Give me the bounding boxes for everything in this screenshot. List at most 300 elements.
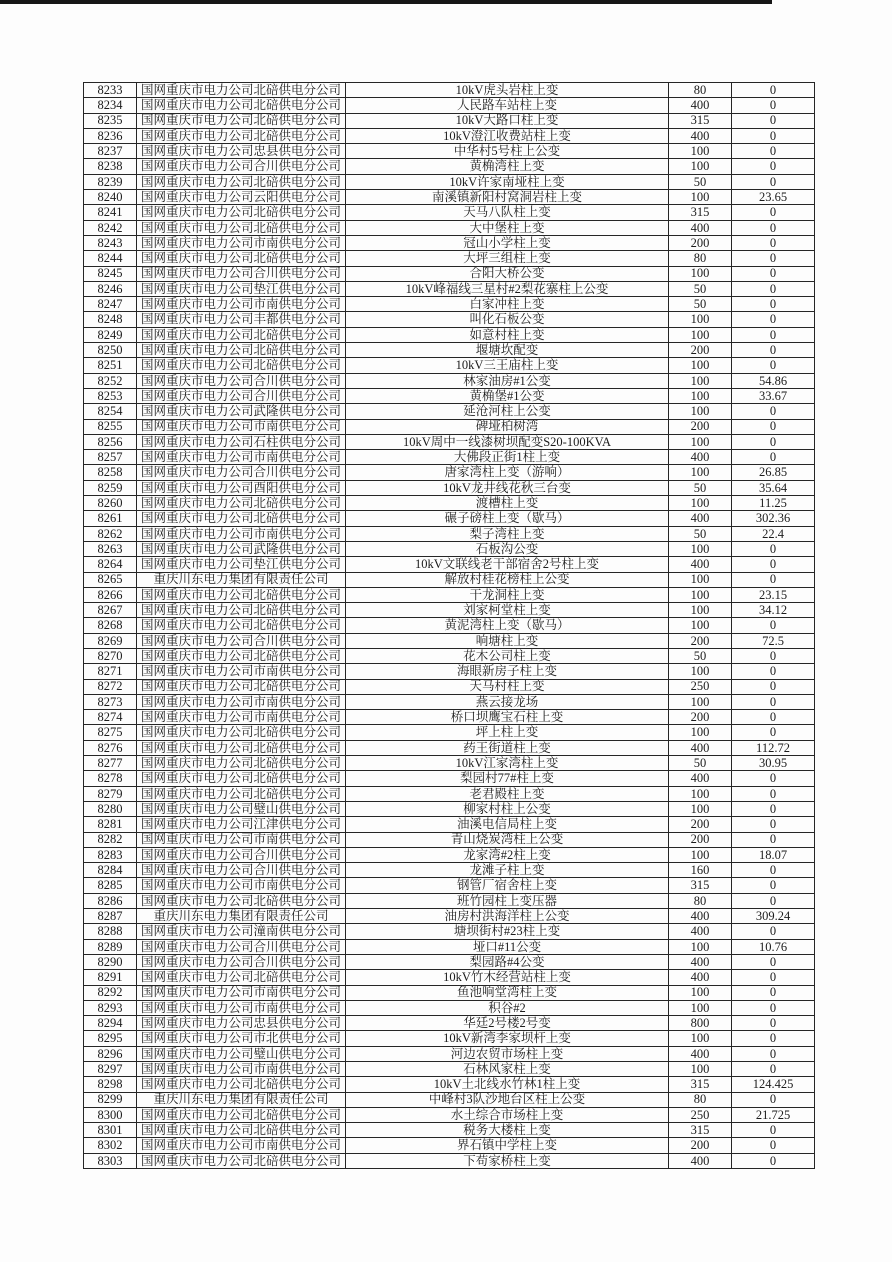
capacity-cell: 400: [669, 924, 732, 939]
value-cell: 0: [732, 1138, 815, 1153]
company-cell: 国网重庆市电力公司市南供电分公司: [137, 526, 346, 541]
row-id-cell: 8240: [84, 190, 137, 205]
table-row: [84, 1016, 815, 1031]
table-row: [84, 205, 815, 220]
value-cell: 30.95: [732, 756, 815, 771]
station-name-cell: 中华村5号柱上公变: [346, 144, 669, 159]
table-row: [84, 190, 815, 205]
row-id-cell: 8273: [84, 694, 137, 709]
table-row: [84, 404, 815, 419]
row-id-cell: 8298: [84, 1077, 137, 1092]
company-cell: 国网重庆市电力公司北碚供电分公司: [137, 205, 346, 220]
company-cell: 国网重庆市电力公司市南供电分公司: [137, 450, 346, 465]
station-name-cell: 黄桷湾柱上变: [346, 159, 669, 174]
station-name-cell: 大坪三组柱上变: [346, 251, 669, 266]
station-name-cell: 10kV许家南垭柱上变: [346, 174, 669, 189]
row-id-cell: 8243: [84, 235, 137, 250]
company-cell: 国网重庆市电力公司市南供电分公司: [137, 710, 346, 725]
row-id-cell: 8279: [84, 786, 137, 801]
top-scan-bar: [0, 0, 772, 4]
table-row: [84, 633, 815, 648]
capacity-cell: 50: [669, 648, 732, 663]
value-cell: 112.72: [732, 740, 815, 755]
station-name-cell: 龙家湾#2柱上变: [346, 847, 669, 862]
value-cell: 0: [732, 954, 815, 969]
table-row: [84, 786, 815, 801]
capacity-cell: 100: [669, 587, 732, 602]
table-row: [84, 480, 815, 495]
value-cell: 0: [732, 251, 815, 266]
value-cell: 0: [732, 434, 815, 449]
row-id-cell: 8292: [84, 985, 137, 1000]
company-cell: 国网重庆市电力公司北碚供电分公司: [137, 1153, 346, 1168]
row-id-cell: 8277: [84, 756, 137, 771]
station-name-cell: 黄泥湾柱上变（歇马）: [346, 618, 669, 633]
value-cell: 0: [732, 419, 815, 434]
value-cell: 0: [732, 404, 815, 419]
row-id-cell: 8278: [84, 771, 137, 786]
table-row: [84, 297, 815, 312]
table-row: [84, 1077, 815, 1092]
company-cell: 国网重庆市电力公司市南供电分公司: [137, 1000, 346, 1015]
capacity-cell: 100: [669, 373, 732, 388]
capacity-cell: 200: [669, 235, 732, 250]
capacity-cell: 100: [669, 465, 732, 480]
company-cell: 国网重庆市电力公司垫江供电分公司: [137, 281, 346, 296]
capacity-cell: 100: [669, 190, 732, 205]
value-cell: 0: [732, 1016, 815, 1031]
company-cell: 国网重庆市电力公司市南供电分公司: [137, 1138, 346, 1153]
station-name-cell: 响塘柱上变: [346, 633, 669, 648]
row-id-cell: 8233: [84, 83, 137, 98]
capacity-cell: 400: [669, 511, 732, 526]
value-cell: 0: [732, 1092, 815, 1107]
station-name-cell: 海眼新房子柱上变: [346, 664, 669, 679]
station-name-cell: 梨园村77#柱上变: [346, 771, 669, 786]
capacity-cell: 315: [669, 1077, 732, 1092]
capacity-cell: 100: [669, 434, 732, 449]
company-cell: 国网重庆市电力公司北碚供电分公司: [137, 970, 346, 985]
station-name-cell: 合阳大桥公变: [346, 266, 669, 281]
capacity-cell: 400: [669, 220, 732, 235]
station-name-cell: 林家油房#1公变: [346, 373, 669, 388]
company-cell: 国网重庆市电力公司北碚供电分公司: [137, 1123, 346, 1138]
table-row: [84, 373, 815, 388]
station-name-cell: 碑垭柏树湾: [346, 419, 669, 434]
capacity-cell: 400: [669, 98, 732, 113]
value-cell: 0: [732, 664, 815, 679]
station-name-cell: 水土综合市场柱上变: [346, 1107, 669, 1122]
row-id-cell: 8270: [84, 648, 137, 663]
capacity-cell: 50: [669, 174, 732, 189]
capacity-cell: 250: [669, 679, 732, 694]
table-row: [84, 572, 815, 587]
row-id-cell: 8267: [84, 603, 137, 618]
station-name-cell: 塘坝街村#23柱上变: [346, 924, 669, 939]
row-id-cell: 8280: [84, 801, 137, 816]
row-id-cell: 8237: [84, 144, 137, 159]
station-name-cell: 如意村柱上变: [346, 327, 669, 342]
capacity-cell: 400: [669, 909, 732, 924]
value-cell: 124.425: [732, 1077, 815, 1092]
station-name-cell: 石林风家柱上变: [346, 1062, 669, 1077]
value-cell: 0: [732, 648, 815, 663]
value-cell: 21.725: [732, 1107, 815, 1122]
table-row: [84, 159, 815, 174]
station-name-cell: 黄桷堡#1公变: [346, 388, 669, 403]
company-cell: 国网重庆市电力公司合川供电分公司: [137, 159, 346, 174]
station-name-cell: 河边农贸市场柱上变: [346, 1046, 669, 1061]
row-id-cell: 8293: [84, 1000, 137, 1015]
table-row: [84, 832, 815, 847]
company-cell: 国网重庆市电力公司北碚供电分公司: [137, 679, 346, 694]
row-id-cell: 8250: [84, 343, 137, 358]
value-cell: 0: [732, 725, 815, 740]
capacity-cell: 200: [669, 343, 732, 358]
value-cell: 34.12: [732, 603, 815, 618]
station-name-cell: 梨园路#4公变: [346, 954, 669, 969]
value-cell: 0: [732, 83, 815, 98]
station-name-cell: 垭口#11公变: [346, 939, 669, 954]
capacity-cell: 400: [669, 740, 732, 755]
capacity-cell: 50: [669, 281, 732, 296]
row-id-cell: 8248: [84, 312, 137, 327]
company-cell: 国网重庆市电力公司北碚供电分公司: [137, 1107, 346, 1122]
value-cell: 35.64: [732, 480, 815, 495]
capacity-cell: 100: [669, 358, 732, 373]
capacity-cell: 100: [669, 312, 732, 327]
row-id-cell: 8282: [84, 832, 137, 847]
value-cell: 0: [732, 159, 815, 174]
row-id-cell: 8251: [84, 358, 137, 373]
company-cell: 国网重庆市电力公司忠县供电分公司: [137, 1016, 346, 1031]
row-id-cell: 8275: [84, 725, 137, 740]
table-row: [84, 679, 815, 694]
company-cell: 国网重庆市电力公司合川供电分公司: [137, 465, 346, 480]
value-cell: 0: [732, 817, 815, 832]
capacity-cell: 250: [669, 1107, 732, 1122]
table-row: [84, 174, 815, 189]
capacity-cell: 100: [669, 786, 732, 801]
station-name-cell: 10kV文联线老干部宿舍2号柱上变: [346, 557, 669, 572]
table-row: [84, 939, 815, 954]
row-id-cell: 8299: [84, 1092, 137, 1107]
capacity-cell: 100: [669, 725, 732, 740]
company-cell: 国网重庆市电力公司合川供电分公司: [137, 373, 346, 388]
row-id-cell: 8284: [84, 863, 137, 878]
capacity-cell: 400: [669, 970, 732, 985]
value-cell: 0: [732, 801, 815, 816]
station-name-cell: 梨子湾柱上变: [346, 526, 669, 541]
station-name-cell: 中峰村3队沙地台区柱上公变: [346, 1092, 669, 1107]
company-cell: 国网重庆市电力公司北碚供电分公司: [137, 358, 346, 373]
power-station-table: [83, 82, 815, 1169]
value-cell: 0: [732, 541, 815, 556]
row-id-cell: 8288: [84, 924, 137, 939]
capacity-cell: 100: [669, 847, 732, 862]
company-cell: 国网重庆市电力公司市北供电分公司: [137, 1031, 346, 1046]
row-id-cell: 8300: [84, 1107, 137, 1122]
company-cell: 国网重庆市电力公司北碚供电分公司: [137, 220, 346, 235]
capacity-cell: 80: [669, 893, 732, 908]
company-cell: 国网重庆市电力公司北碚供电分公司: [137, 1077, 346, 1092]
capacity-cell: 100: [669, 1062, 732, 1077]
company-cell: 国网重庆市电力公司丰都供电分公司: [137, 312, 346, 327]
row-id-cell: 8291: [84, 970, 137, 985]
table-row: [84, 144, 815, 159]
capacity-cell: 400: [669, 557, 732, 572]
capacity-cell: 80: [669, 251, 732, 266]
company-cell: 国网重庆市电力公司北碚供电分公司: [137, 587, 346, 602]
station-name-cell: 青山烧炭湾柱上公变: [346, 832, 669, 847]
capacity-cell: 100: [669, 603, 732, 618]
company-cell: 国网重庆市电力公司北碚供电分公司: [137, 174, 346, 189]
row-id-cell: 8263: [84, 541, 137, 556]
row-id-cell: 8238: [84, 159, 137, 174]
table-row: [84, 1031, 815, 1046]
company-cell: 国网重庆市电力公司云阳供电分公司: [137, 190, 346, 205]
row-id-cell: 8247: [84, 297, 137, 312]
value-cell: 0: [732, 144, 815, 159]
value-cell: 0: [732, 572, 815, 587]
row-id-cell: 8295: [84, 1031, 137, 1046]
table-row: [84, 710, 815, 725]
value-cell: 0: [732, 710, 815, 725]
value-cell: 72.5: [732, 633, 815, 648]
table-row: [84, 740, 815, 755]
capacity-cell: 100: [669, 664, 732, 679]
capacity-cell: 80: [669, 1092, 732, 1107]
capacity-cell: 80: [669, 83, 732, 98]
company-cell: 国网重庆市电力公司市南供电分公司: [137, 235, 346, 250]
table-row: [84, 128, 815, 143]
company-cell: 国网重庆市电力公司市南供电分公司: [137, 694, 346, 709]
value-cell: 0: [732, 970, 815, 985]
company-cell: 国网重庆市电力公司北碚供电分公司: [137, 128, 346, 143]
row-id-cell: 8269: [84, 633, 137, 648]
capacity-cell: 400: [669, 450, 732, 465]
table-row: [84, 312, 815, 327]
value-cell: 0: [732, 205, 815, 220]
row-id-cell: 8242: [84, 220, 137, 235]
table-row: [84, 281, 815, 296]
table-row: [84, 465, 815, 480]
row-id-cell: 8266: [84, 587, 137, 602]
capacity-cell: 100: [669, 496, 732, 511]
station-name-cell: 干龙洞柱上变: [346, 587, 669, 602]
station-name-cell: 鱼池响堂湾柱上变: [346, 985, 669, 1000]
capacity-cell: 50: [669, 756, 732, 771]
value-cell: 11.25: [732, 496, 815, 511]
station-name-cell: 界石镇中学柱上变: [346, 1138, 669, 1153]
station-name-cell: 白家冲柱上变: [346, 297, 669, 312]
table-row: [84, 541, 815, 556]
row-id-cell: 8241: [84, 205, 137, 220]
station-name-cell: 石板沟公变: [346, 541, 669, 556]
station-name-cell: 柳家村柱上公变: [346, 801, 669, 816]
capacity-cell: 100: [669, 572, 732, 587]
table-row: [84, 970, 815, 985]
capacity-cell: 315: [669, 1123, 732, 1138]
capacity-cell: 100: [669, 1000, 732, 1015]
capacity-cell: 200: [669, 817, 732, 832]
row-id-cell: 8249: [84, 327, 137, 342]
station-name-cell: 10kV虎头岩柱上变: [346, 83, 669, 98]
station-name-cell: 天马八队柱上变: [346, 205, 669, 220]
table-row: [84, 1092, 815, 1107]
row-id-cell: 8239: [84, 174, 137, 189]
capacity-cell: 100: [669, 404, 732, 419]
capacity-cell: 100: [669, 541, 732, 556]
station-name-cell: 人民路车站柱上变: [346, 98, 669, 113]
row-id-cell: 8285: [84, 878, 137, 893]
table-row: [84, 801, 815, 816]
station-name-cell: 华廷2号楼2号变: [346, 1016, 669, 1031]
station-name-cell: 冠山小学柱上变: [346, 235, 669, 250]
value-cell: 0: [732, 266, 815, 281]
company-cell: 国网重庆市电力公司忠县供电分公司: [137, 144, 346, 159]
table-row: [84, 343, 815, 358]
capacity-cell: 200: [669, 710, 732, 725]
row-id-cell: 8268: [84, 618, 137, 633]
station-name-cell: 油溪电信局柱上变: [346, 817, 669, 832]
capacity-cell: 100: [669, 159, 732, 174]
table-body: [84, 83, 815, 1169]
station-name-cell: 碾子磅柱上变（歇马）: [346, 511, 669, 526]
value-cell: 309.24: [732, 909, 815, 924]
station-name-cell: 大佛段正街1柱上变: [346, 450, 669, 465]
table-row: [84, 113, 815, 128]
company-cell: 国网重庆市电力公司北碚供电分公司: [137, 511, 346, 526]
capacity-cell: 100: [669, 985, 732, 1000]
row-id-cell: 8257: [84, 450, 137, 465]
table-row: [84, 954, 815, 969]
row-id-cell: 8235: [84, 113, 137, 128]
capacity-cell: 100: [669, 266, 732, 281]
company-cell: 国网重庆市电力公司璧山供电分公司: [137, 801, 346, 816]
table-row: [84, 235, 815, 250]
company-cell: 国网重庆市电力公司市南供电分公司: [137, 419, 346, 434]
station-name-cell: 10kV大路口柱上变: [346, 113, 669, 128]
company-cell: 国网重庆市电力公司北碚供电分公司: [137, 343, 346, 358]
station-name-cell: 龙滩子柱上变: [346, 863, 669, 878]
capacity-cell: 315: [669, 113, 732, 128]
station-name-cell: 堰塘坎配变: [346, 343, 669, 358]
company-cell: 国网重庆市电力公司北碚供电分公司: [137, 756, 346, 771]
capacity-cell: 315: [669, 205, 732, 220]
station-name-cell: 燕云接龙场: [346, 694, 669, 709]
row-id-cell: 8244: [84, 251, 137, 266]
row-id-cell: 8258: [84, 465, 137, 480]
table-row: [84, 220, 815, 235]
company-cell: 国网重庆市电力公司北碚供电分公司: [137, 740, 346, 755]
station-name-cell: 10kV竹木经营站柱上变: [346, 970, 669, 985]
company-cell: 国网重庆市电力公司武隆供电分公司: [137, 404, 346, 419]
table-row: [84, 83, 815, 98]
station-name-cell: 老君殿柱上变: [346, 786, 669, 801]
station-name-cell: 10kV土北线水竹林1柱上变: [346, 1077, 669, 1092]
table-row: [84, 327, 815, 342]
station-name-cell: 积谷#2: [346, 1000, 669, 1015]
table-row: [84, 419, 815, 434]
company-cell: 国网重庆市电力公司武隆供电分公司: [137, 541, 346, 556]
table-row: [84, 847, 815, 862]
company-cell: 国网重庆市电力公司北碚供电分公司: [137, 327, 346, 342]
value-cell: 0: [732, 220, 815, 235]
table-row: [84, 648, 815, 663]
capacity-cell: 100: [669, 694, 732, 709]
table-row: [84, 863, 815, 878]
company-cell: 国网重庆市电力公司市南供电分公司: [137, 1062, 346, 1077]
row-id-cell: 8272: [84, 679, 137, 694]
station-name-cell: 唐家湾柱上变（游响）: [346, 465, 669, 480]
company-cell: 国网重庆市电力公司北碚供电分公司: [137, 113, 346, 128]
table-row: [84, 511, 815, 526]
value-cell: 18.07: [732, 847, 815, 862]
row-id-cell: 8286: [84, 893, 137, 908]
station-name-cell: 10kV江家湾柱上变: [346, 756, 669, 771]
company-cell: 国网重庆市电力公司江津供电分公司: [137, 817, 346, 832]
table-row: [84, 1107, 815, 1122]
row-id-cell: 8289: [84, 939, 137, 954]
capacity-cell: 200: [669, 633, 732, 648]
row-id-cell: 8252: [84, 373, 137, 388]
value-cell: 33.67: [732, 388, 815, 403]
table-row: [84, 924, 815, 939]
row-id-cell: 8276: [84, 740, 137, 755]
row-id-cell: 8259: [84, 480, 137, 495]
capacity-cell: 400: [669, 1153, 732, 1168]
value-cell: 0: [732, 786, 815, 801]
value-cell: 0: [732, 679, 815, 694]
value-cell: 23.65: [732, 190, 815, 205]
value-cell: 0: [732, 924, 815, 939]
value-cell: 0: [732, 878, 815, 893]
capacity-cell: 160: [669, 863, 732, 878]
value-cell: 0: [732, 312, 815, 327]
capacity-cell: 100: [669, 388, 732, 403]
row-id-cell: 8236: [84, 128, 137, 143]
company-cell: 国网重庆市电力公司北碚供电分公司: [137, 725, 346, 740]
capacity-cell: 315: [669, 878, 732, 893]
row-id-cell: 8265: [84, 572, 137, 587]
table-row: [84, 434, 815, 449]
company-cell: 国网重庆市电力公司市南供电分公司: [137, 878, 346, 893]
value-cell: 0: [732, 358, 815, 373]
row-id-cell: 8274: [84, 710, 137, 725]
station-name-cell: 10kV峰福线三星村#2梨花寨柱上公变: [346, 281, 669, 296]
row-id-cell: 8256: [84, 434, 137, 449]
value-cell: 0: [732, 1000, 815, 1015]
company-cell: 国网重庆市电力公司北碚供电分公司: [137, 618, 346, 633]
capacity-cell: 50: [669, 480, 732, 495]
capacity-cell: 100: [669, 144, 732, 159]
value-cell: 0: [732, 343, 815, 358]
capacity-cell: 400: [669, 128, 732, 143]
value-cell: 0: [732, 235, 815, 250]
company-cell: 国网重庆市电力公司市南供电分公司: [137, 664, 346, 679]
table-row: [84, 1046, 815, 1061]
row-id-cell: 8253: [84, 388, 137, 403]
value-cell: 0: [732, 1046, 815, 1061]
capacity-cell: 400: [669, 771, 732, 786]
value-cell: 0: [732, 1062, 815, 1077]
value-cell: 54.86: [732, 373, 815, 388]
table-row: [84, 725, 815, 740]
row-id-cell: 8287: [84, 909, 137, 924]
capacity-cell: 100: [669, 939, 732, 954]
table-row: [84, 496, 815, 511]
